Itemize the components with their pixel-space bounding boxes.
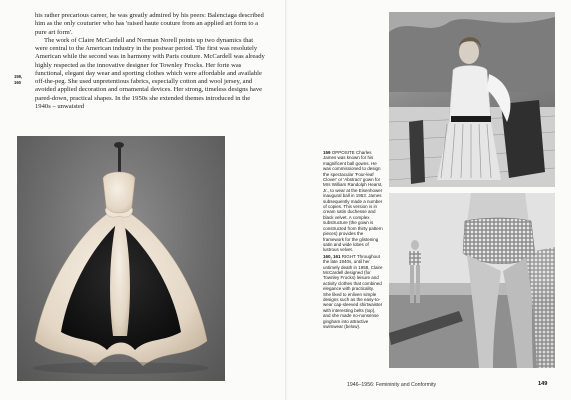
caption-text: RIGHT Throughout the late 1940s, until her untimely death in 1958, Claire McCardell designed (for Townley Frocks) leisure and activity clothes that combined elegance with practicality. She liked to enliven simple designs such as the easy-to-wear cap-sleeved shirtwaister with interesting belts (top), and she made no-nonsense gingham into attractive swimwear (below). xyxy=(323,253,383,329)
page-number: 149 xyxy=(538,381,548,387)
ball-gown-illustration xyxy=(17,136,225,381)
photo-ball-gown xyxy=(17,136,225,381)
photo-gingham-swimwear xyxy=(389,193,555,368)
paragraph-1: his rather precarious career, he was greatly admired by his peers: Balenciaga described him as the only couturier who has 'raised haute couture from an applied art form to a pure art form'. xyxy=(35,12,264,36)
caption-number: 159 xyxy=(323,150,331,155)
figure-reference: 159, 160 xyxy=(14,74,23,85)
shirtwaister-illustration xyxy=(389,12,555,187)
photo-shirtwaister xyxy=(389,12,555,187)
body-text xyxy=(35,12,267,111)
page-gutter xyxy=(285,0,287,400)
caption-159 xyxy=(323,150,383,253)
paragraph-2: The work of Claire McCardell and Norman Norell points up two dynamics that were central to the American industry in the postwar period. The first was resolutely American while the second was in harmony with Paris couture. McCardell was already highly respected as the innovative designer for Townley Frocks. Her forte was functional, elegant day wear and sporting clothes which were affordable and available off-the-peg. She used unpretentious fabrics, especially cotton and wool jersey, and avoided applied decoration and ornamental devices. Her strong, timeless designs have pared-down, practical shapes. In the 1950s she extended themes introduced in the 1940s – unwaisted xyxy=(35,36,265,110)
running-footer-title: 1946–1956: Femininity and Conformity xyxy=(347,382,437,388)
caption-160-161 xyxy=(323,254,383,330)
photo-captions xyxy=(323,150,383,330)
caption-text: OPPOSITE Charles James was known for his magnificent ball gowns. He was commissioned to design the spectacular 'Four-leaf Clover' or 'Abstract' gown for Mrs William Randolph Hearst, Jr., to wear at the Eisenhower inaugural ball in 1953. James subsequently made a number of copies. This version is in cream satin duchesse and black velvet. A complex substructure (the gown is constructed from thirty pattern pieces) provides the framework for the glistening satin and wide lobes of lustrous velvet. xyxy=(323,150,383,253)
caption-number: 160, 161 xyxy=(323,253,341,259)
swimwear-illustration xyxy=(389,193,555,368)
